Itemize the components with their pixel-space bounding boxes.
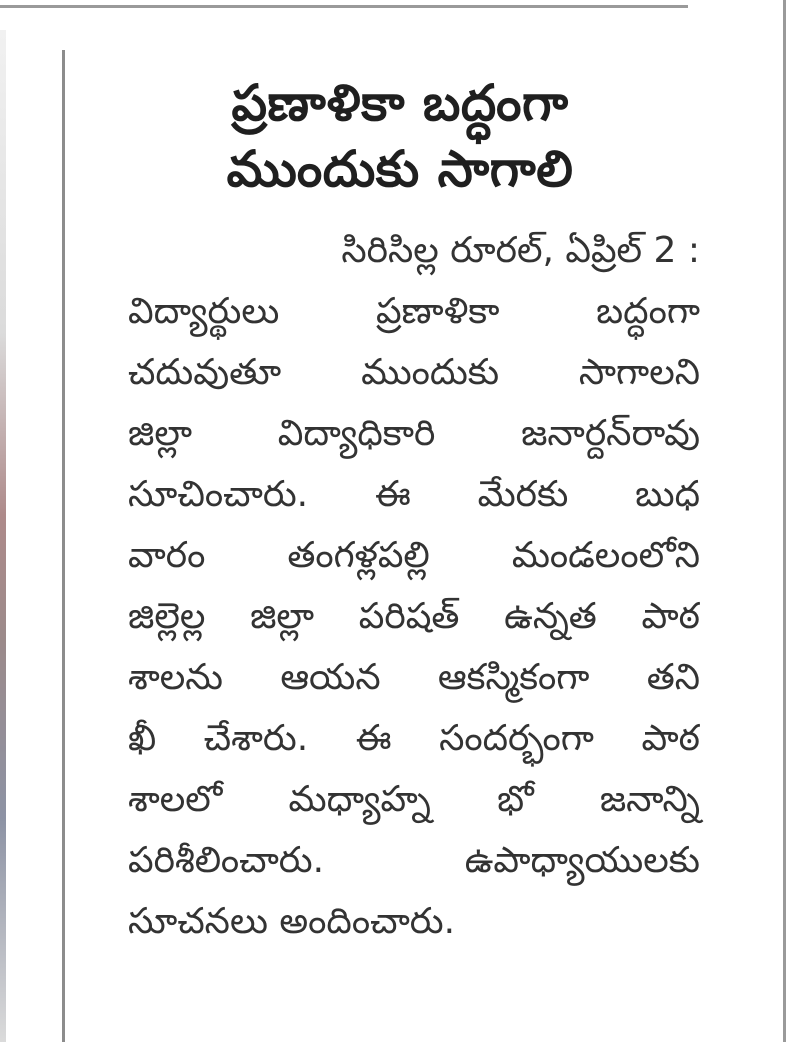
news-article bbox=[100, 70, 700, 952]
column-divider bbox=[62, 50, 65, 1042]
right-border-rule bbox=[783, 0, 786, 1042]
headline-line-1: ప్రణాళికా బద్ధంగా bbox=[231, 74, 569, 132]
top-border-rule bbox=[0, 0, 688, 8]
body-line: విద్యార్థులు ప్రణాళికా బద్ధంగా bbox=[128, 291, 700, 332]
adjacent-column-edge bbox=[0, 30, 6, 1042]
body-line: జిల్లెల్ల జిల్లా పరిషత్ ఉన్నత పాఠ bbox=[128, 596, 700, 637]
body-line: శాలను ఆయన ఆకస్మికంగా తని bbox=[128, 657, 700, 698]
body-line: వారం తంగళ్లపల్లి మండలంలోని bbox=[128, 535, 700, 576]
article-dateline: సిరిసిల్ల రూరల్, ఏప్రిల్ 2 : bbox=[341, 230, 700, 271]
article-headline bbox=[100, 70, 700, 202]
body-line: పరిశీలించారు. ఉపాధ్యాయులకు bbox=[128, 840, 700, 881]
body-line: సూచనలు అందించారు. bbox=[128, 901, 456, 942]
body-line: సూచించారు. ఈ మేరకు బుధ bbox=[128, 474, 700, 515]
body-line: శాలలో మధ్యాహ్న భో జనాన్ని bbox=[128, 779, 700, 820]
article-body bbox=[100, 220, 700, 952]
body-line: ఖీ చేశారు. ఈ సందర్భంగా పాఠ bbox=[128, 718, 700, 759]
headline-line-2: ముందుకు సాగాలి bbox=[226, 140, 574, 198]
body-line: చదువుతూ ముందుకు సాగాలని bbox=[128, 352, 700, 393]
body-line: జిల్లా విద్యాధికారి జనార్దన్‌రావు bbox=[128, 413, 700, 454]
